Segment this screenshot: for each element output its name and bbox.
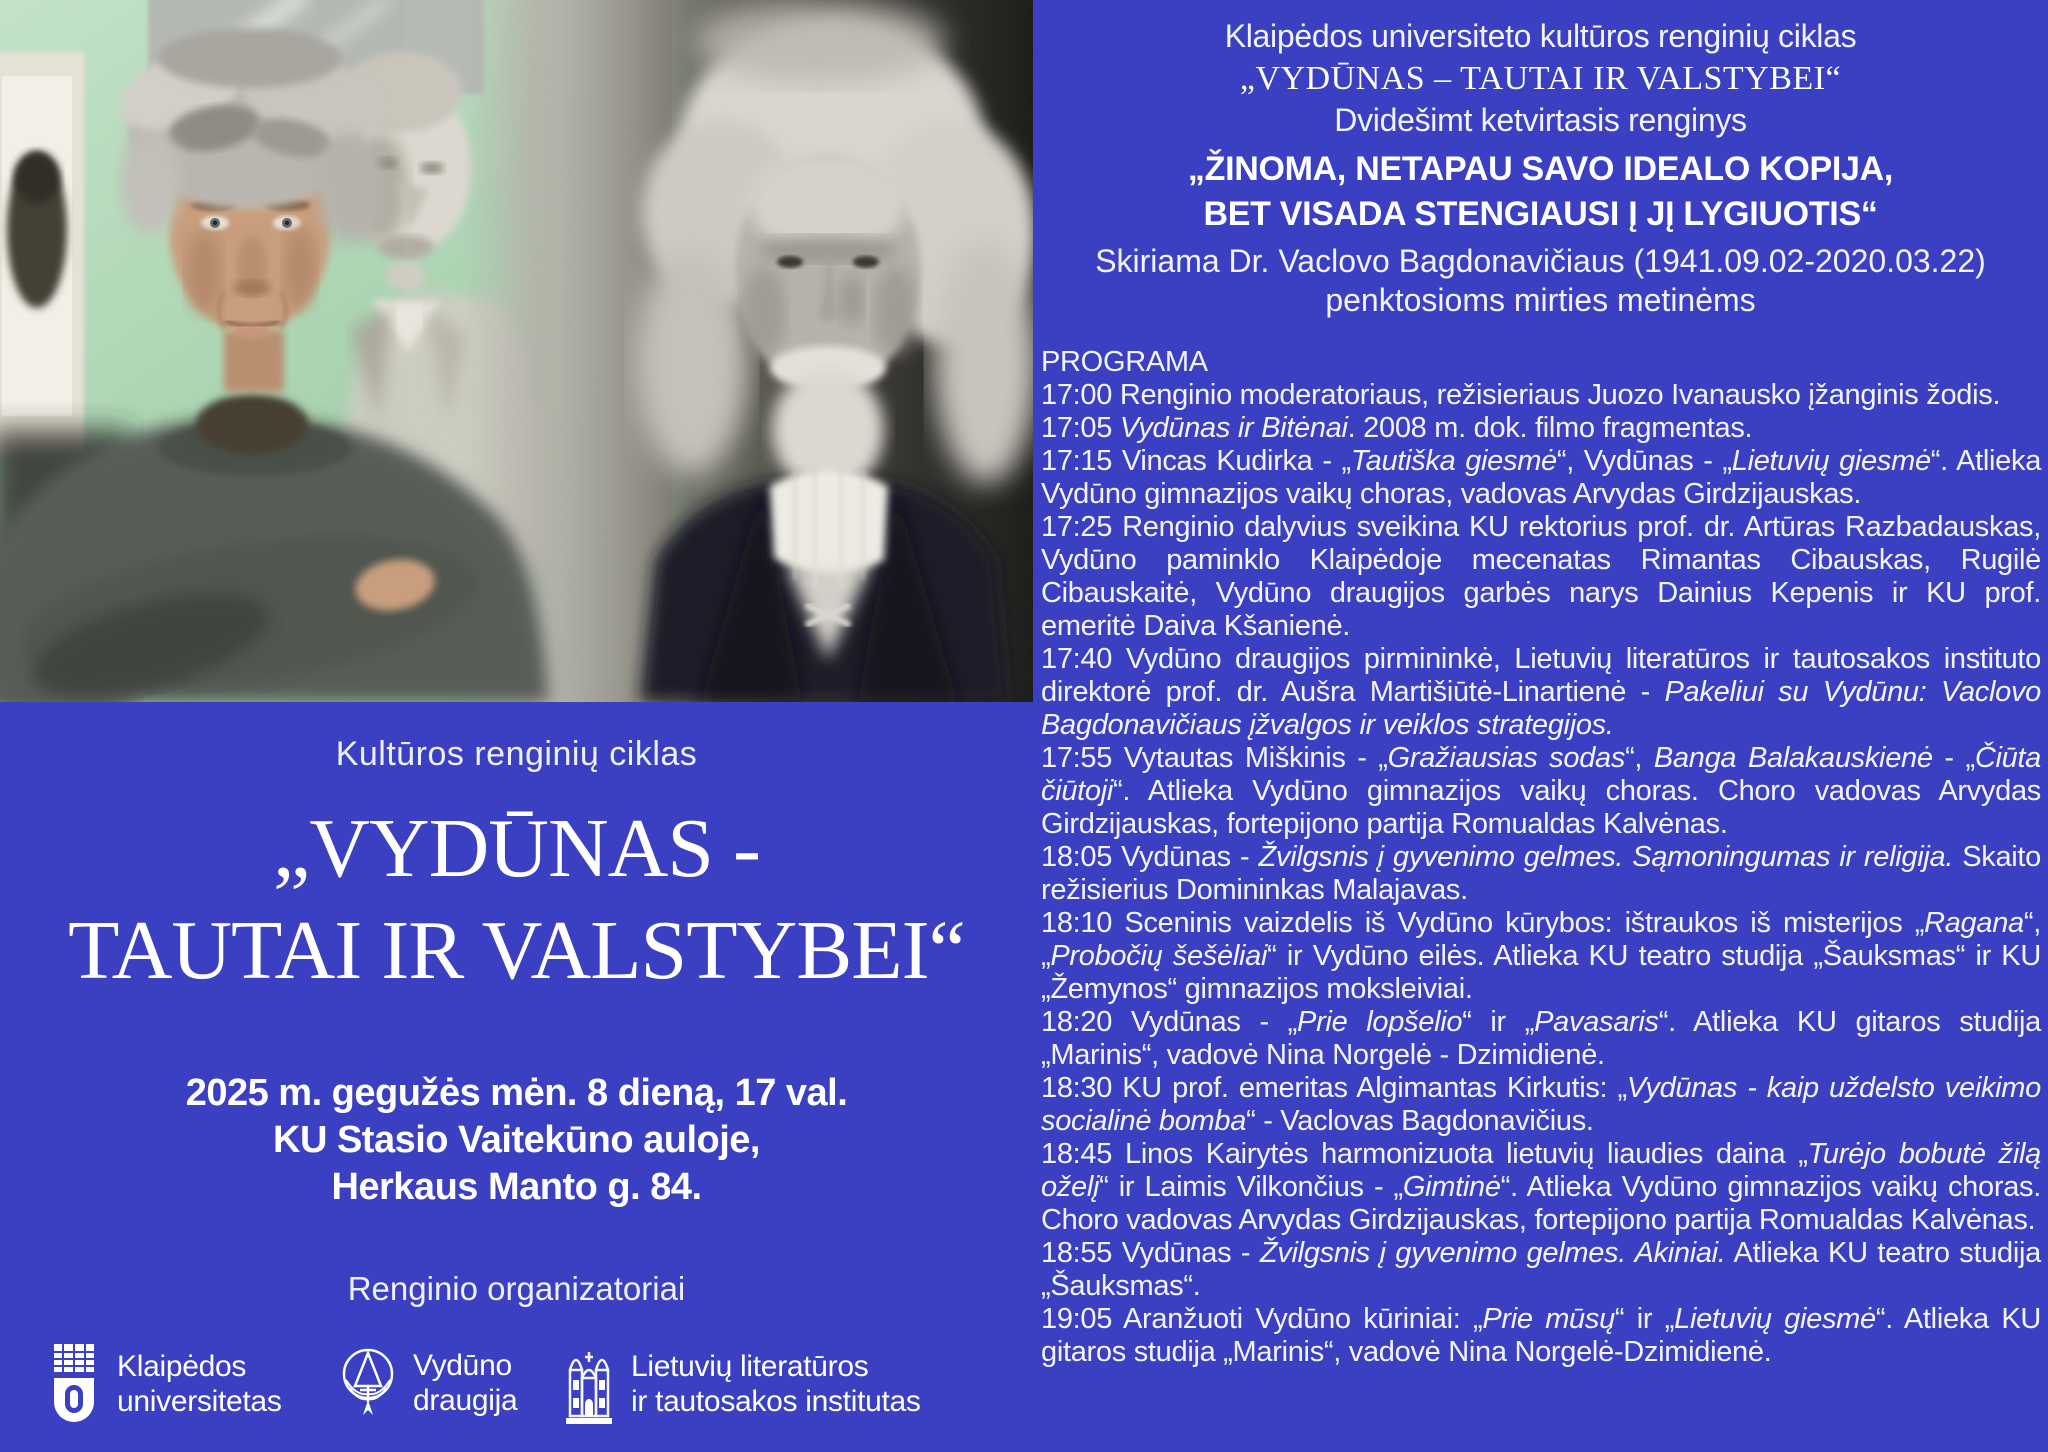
organizer-name-line1: Lietuvių literatūros [631,1350,869,1383]
organizer-vydunas-society [338,1344,517,1422]
page-title [0,798,1033,1002]
header-event-number: Dvidešimt ketvirtasis renginys [1334,102,1747,138]
program-item: 18:55 Vydūnas - Žvilgsnis į gyvenimo gelmes. Akiniai. Atlieka KU teatro studija „Šauksmas“. [1041,1237,2041,1302]
program-item: 17:15 Vincas Kudirka - „Tautiška giesmė“, Vydūnas - „Lietuvių giesmė“. Atlieka Vydūno gimnazijos vaikų choras, vadovas Arvydas Girdzijauskas. [1041,445,2042,510]
organizer-name-line1: Klaipėdos [117,1350,247,1383]
program-heading: PROGRAMA [1041,346,1208,378]
program-item: 17:05 Vydūnas ir Bitėnai. 2008 m. dok. filmo fragmentas. [1041,412,1753,444]
motto-quote [1033,147,2048,237]
program-item: 18:10 Sceninis vaizdelis iš Vydūno kūrybos: ištraukos iš misterijos „Ragana“, „Probočių šešėliai“ ir Vydūno eilės. Atlieka KU teatro studija „Šauksmas“ ir KU „Žemynos“ gimnazijos moksleiviai. [1041,907,2041,1005]
film-grain [462,0,1033,702]
quote-line2: BET VISADA STENGIAUSI Į JĮ LYGIUOTIS“ [1203,195,1878,233]
event-date: 2025 m. gegužės mėn. 8 dieną, 17 val. [185,1072,848,1114]
photo-collage [0,0,1033,702]
program-item: 19:05 Aranžuoti Vydūno kūriniai: „Prie mūsų“ ir „Lietuvių giesmė“. Atlieka KU gitaros studija „Marinis“, vadovė Nina Norgelė-Dzimidienė. [1041,1303,2042,1368]
header-series: Klaipėdos universiteto kultūros renginių ciklas [1224,18,1857,54]
organizer-klaipeda-university [46,1342,282,1426]
program-item: 17:25 Renginio dalyvius sveikina KU rektorius prof. dr. Artūras Razbadauskas, Vydūno paminklo Klaipėdoje mecenatas Rimantas Cibauskas, Rugilė Cibauskaitė, Vydūno draugijos garbės narys Dainius Kepenis ir KU prof. emeritė Daiva Kšanienė. [1041,511,2041,642]
right-panel [1033,0,2048,1452]
main-title-line1: „VYDŪNAS - [273,802,760,895]
series-label: Kultūros renginių ciklas [335,735,698,773]
quote-line1: „ŽINOMA, NETAPAU SAVO IDEALO KOPIJA, [1187,150,1894,188]
header-cycle-title: „VYDŪNAS – TAUTAI IR VALSTYBEI“ [1239,60,1842,97]
dedication-line1: Skiriama Dr. Vaclovo Bagdonavičiaus (1941.09.02-2020.03.22) [1095,243,1986,279]
organizer-logos [0,1338,1033,1448]
organizer-name-line2: universitetas [117,1385,282,1418]
program-item: 18:20 Vydūnas - „Prie lopšelio“ ir „Pavasaris“. Atlieka KU gitaros studija „Marinis“, vadovė Nina Norgelė - Dzimidienė. [1041,1006,2041,1071]
program-item: 18:45 Linos Kairytės harmonizuota lietuvių liaudies daina „Turėjo bobutė žilą oželį“ ir Laimis Vilkončius - „Gimtinė“. Atlieka Vydūno gimnazijos vaikų choras. Choro vadovas Arvydas Girdzijauskas, fortepijono partija Romualdas Kalvėnas. [1041,1138,2041,1236]
event-datetime-venue [0,1070,1033,1211]
program [1041,346,2041,1369]
organizer-name [631,1349,921,1419]
event-header [1033,0,2048,320]
ku-logo-icon [46,1342,102,1426]
left-panel [0,702,1033,1452]
main-title-line2: TAUTAI IR VALSTYBEI“ [68,904,965,997]
program-item: 17:55 Vytautas Miškinis - „Gražiausias sodas“, Banga Balakauskienė - „Čiūta čiūtoji“. Atlieka Vydūno gimnazijos vaikų choras. Choro vadovas Arvydas Girdzijauskas, fortepijono partija Romualdas Kalvėnas. [1041,742,2042,840]
program-item: 17:00 Renginio moderatoriaus, režisieriaus Juozo Ivanausko įžanginis žodis. [1041,379,2001,411]
program-item: 17:40 Vydūno draugijos pirmininkė, Lietuvių literatūros ir tautosakos instituto direktorė prof. dr. Aušra Martišiūtė-Linartienė - Pakeliui su Vydūnu: Vaclovo Bagdonavičiaus įžvalgos ir veiklos strategijos. [1041,643,2041,741]
event-venue: KU Stasio Vaitekūno auloje, [273,1119,760,1161]
dedication-line2: penktosioms mirties metinėms [1325,282,1756,318]
organizer-name-line2: draugija [413,1384,518,1417]
organizers-label: Renginio organizatoriai [347,1270,686,1307]
organizer-name-line2: ir tautosakos institutas [631,1385,921,1418]
program-item: 18:30 KU prof. emeritas Algimantas Kirkutis: „Vydūnas - kaip uždelsto veikimo socialinė bomba“ - Vaclovas Bagdonavičius. [1041,1072,2041,1137]
event-address: Herkaus Manto g. 84. [331,1166,702,1208]
llti-logo-icon [562,1340,616,1428]
dedication [1033,242,2048,320]
photo-collage-art [0,0,1033,702]
organizer-llti [562,1340,921,1428]
organizer-name [413,1348,517,1418]
program-item: 18:05 Vydūnas - Žvilgsnis į gyvenimo gelmes. Sąmoningumas ir religija. Skaito režisierius Domininkas Malajavas. [1041,841,2042,906]
organizer-name [117,1349,282,1419]
program-list [1041,379,2041,1369]
vydunas-society-logo-icon [338,1344,398,1422]
organizer-name-line1: Vydūno [413,1349,512,1382]
